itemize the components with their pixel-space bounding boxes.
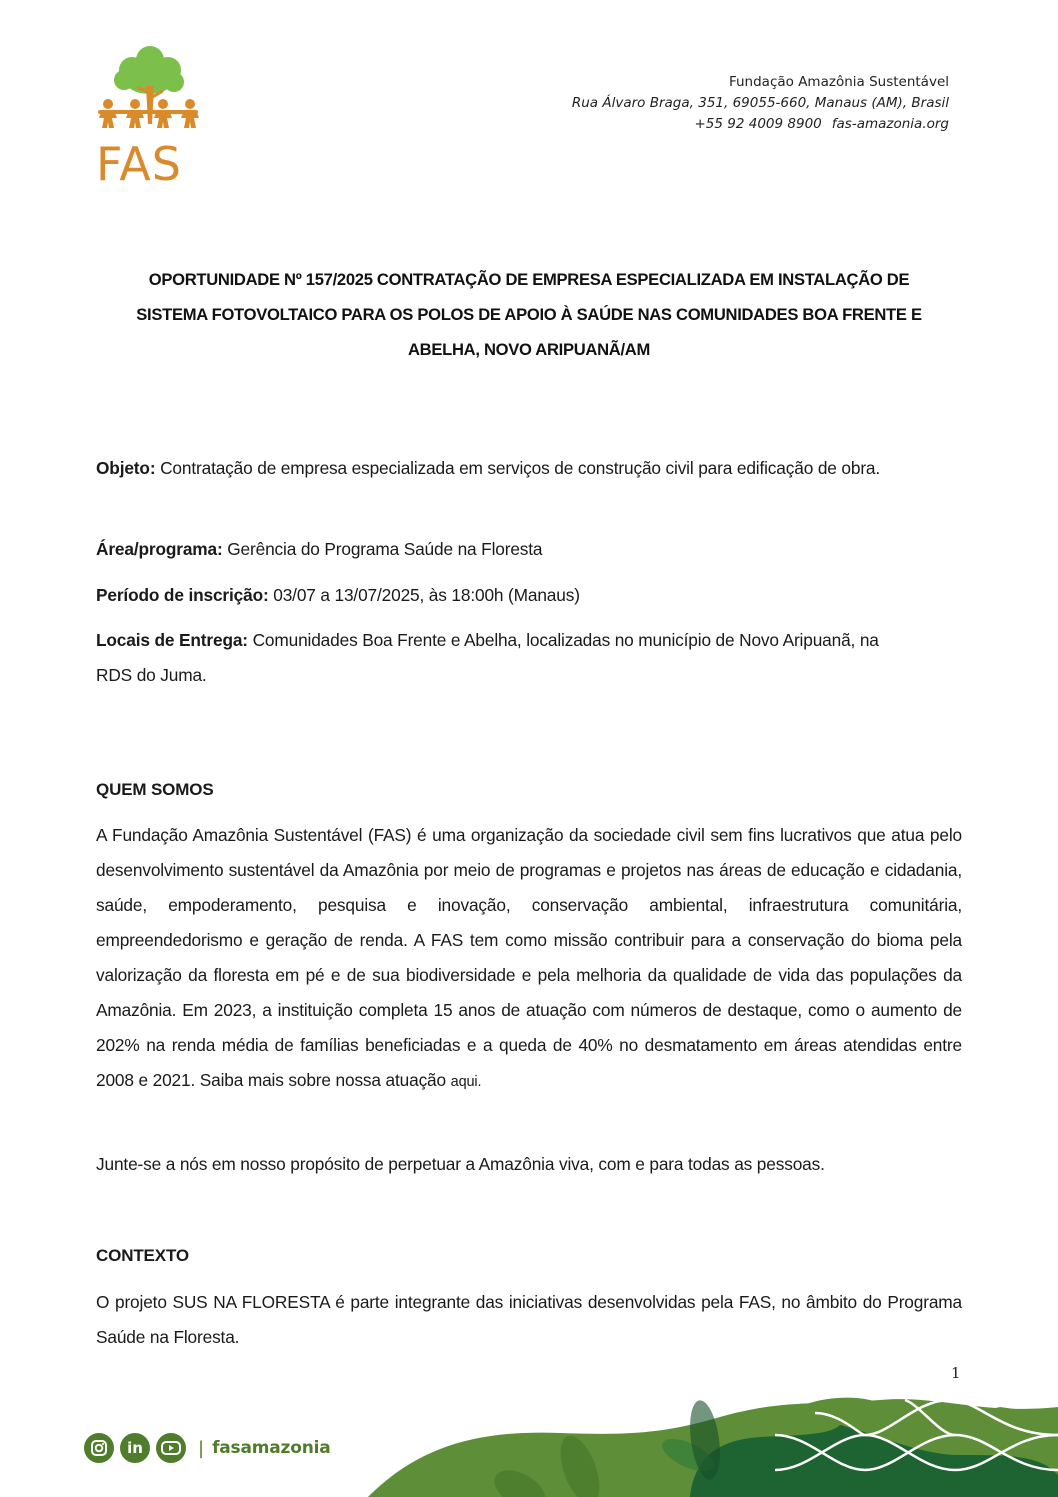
- field-locais: [96, 623, 896, 693]
- title-line: ABELHA, NOVO ARIPUANÃ/AM: [407, 340, 650, 359]
- section-heading: CONTEXTO: [96, 1246, 189, 1265]
- footer-wave-decoration: [360, 1395, 1058, 1497]
- section-heading: QUEM SOMOS: [96, 780, 214, 799]
- page-title: [96, 262, 962, 367]
- link-suffix: .: [477, 1074, 482, 1090]
- field-value: Contratação de empresa especializada em serviços de construção civil para edificação de obra.: [160, 458, 881, 478]
- instagram-icon[interactable]: [84, 1433, 114, 1463]
- fas-logo-graphic: [94, 44, 206, 184]
- field-objeto: [96, 451, 962, 486]
- field-label: Período de inscrição:: [96, 585, 269, 605]
- logo-text: FAS: [96, 137, 182, 184]
- letterhead: [572, 72, 949, 135]
- field-value: Gerência do Programa Saúde na Floresta: [227, 539, 543, 559]
- org-contact: [572, 114, 949, 135]
- org-address: Rua Álvaro Braga, 351, 69055-660, Manaus (AM), Brasil: [571, 95, 949, 111]
- field-value: Comunidades Boa Frente e Abelha, localizadas no município de Novo Aripuanã, na RDS do Juma.: [96, 630, 879, 685]
- field-value: 03/07 a 13/07/2025, às 18:00h (Manaus): [273, 585, 580, 605]
- title-line: OPORTUNIDADE Nº 157/2025 CONTRATAÇÃO DE EMPRESA ESPECIALIZADA EM INSTALAÇÃO DE: [148, 270, 910, 289]
- field-area: [96, 532, 962, 567]
- closing-paragraph: Junte-se a nós em nosso propósito de perpetuar a Amazônia viva, com e para todas as pessoas.: [96, 1154, 825, 1174]
- section-quem-somos-closing: [96, 1147, 962, 1182]
- section-paragraph: O projeto SUS NA FLORESTA é parte integrante das iniciativas desenvolvidas pela FAS, no âmbito do Programa Saúde na Floresta.: [96, 1292, 962, 1347]
- org-name: Fundação Amazônia Sustentável: [728, 74, 949, 90]
- youtube-icon[interactable]: [156, 1433, 186, 1463]
- title-line: SISTEMA FOTOVOLTAICO PARA OS POLOS DE APOIO À SAÚDE NAS COMUNIDADES BOA FRENTE E: [136, 305, 922, 324]
- more-info-link[interactable]: aqui: [450, 1074, 478, 1090]
- section-contexto: [96, 1285, 962, 1355]
- linkedin-icon[interactable]: in: [120, 1433, 150, 1463]
- fas-logo: [94, 44, 206, 184]
- section-paragraph: A Fundação Amazônia Sustentável (FAS) é uma organização da sociedade civil sem fins lucrativos que atua pelo desenvolvimento sustentável da Amazônia por meio de programas e projetos nas áreas de educação e cidadania, saúde, empoderamento, pesquisa e inovação, conservação ambiental, infraestrutura comunitária, empreendedorismo e geração de renda. A FAS tem como missão contribuir para a conservação do bioma pela valorização da floresta em pé e de sua biodiversidade e pela melhoria da qualidade de vida das populações da Amazônia. Em 2023, a instituição completa 15 anos de atuação com números de destaque, como o aumento de 202% na renda média de famílias beneficiadas e a queda de 40% no desmatamento em áreas atendidas entre 2008 e 2021. Saiba mais sobre nossa atuação: [96, 825, 962, 1090]
- org-phone: +55 92 4009 8900: [694, 116, 822, 132]
- field-label: Locais de Entrega:: [96, 630, 248, 650]
- social-handle[interactable]: fasamazonia: [212, 1438, 331, 1458]
- field-label: Objeto:: [96, 458, 156, 478]
- section-quem-somos: [96, 818, 962, 1100]
- field-periodo: [96, 578, 962, 613]
- footer-separator: |: [198, 1437, 205, 1459]
- section-quem-somos-heading: [96, 772, 962, 807]
- org-website[interactable]: fas-amazonia.org: [831, 116, 949, 132]
- page-number: 1: [951, 1364, 961, 1382]
- footer-social: [84, 1433, 331, 1463]
- field-label: Área/programa:: [96, 539, 223, 559]
- section-contexto-heading: [96, 1238, 962, 1273]
